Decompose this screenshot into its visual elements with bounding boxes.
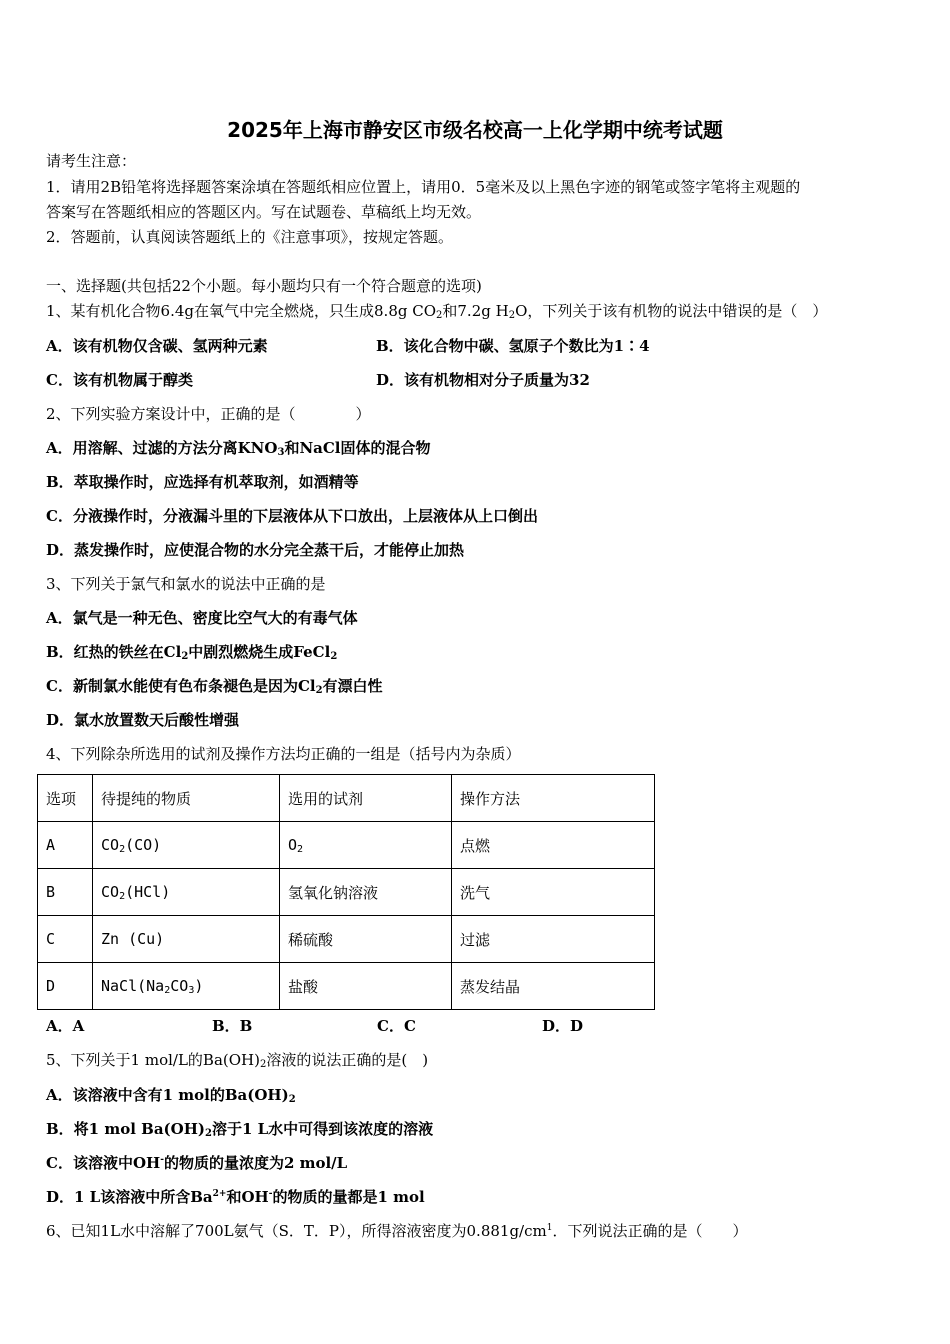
question-4-option-d: D．D bbox=[542, 1017, 584, 1035]
table-header-row bbox=[38, 775, 655, 822]
notice-line-2: 2．答题前，认真阅读答题纸上的《注意事项》，按规定答题。 bbox=[46, 228, 454, 246]
table-cell-substance: $NaCl(Na_2CO_3)$ bbox=[93, 963, 280, 1010]
question-3-option-b: B．红热的铁丝在$Cl_2$中剧烈燃烧生成FeCl$_2$ bbox=[46, 643, 338, 662]
table-header-cell: 操作方法 bbox=[452, 775, 655, 822]
question-1-option-a: A．该有机物仅含碳、氢两种元素 bbox=[46, 337, 268, 355]
table-cell-reagent: 氢氧化钠溶液 bbox=[280, 869, 452, 916]
table-cell-option: D bbox=[38, 963, 93, 1010]
table-cell-substance: $CO_2(CO)$ bbox=[93, 822, 280, 869]
table-row bbox=[38, 963, 655, 1010]
question-5-option-b: B．将1 mol $Ba(OH)_2$溶于1 L水中可得到该浓度的溶液 bbox=[46, 1120, 434, 1139]
table-header-cell: 选用的试剂 bbox=[280, 775, 452, 822]
table-header-cell: 选项 bbox=[38, 775, 93, 822]
table-row bbox=[38, 822, 655, 869]
table-cell-reagent: 稀硫酸 bbox=[280, 916, 452, 963]
table-row bbox=[38, 869, 655, 916]
purification-table bbox=[37, 774, 655, 1010]
question-3-option-a: A．氯气是一种无色、密度比空气大的有毒气体 bbox=[46, 609, 358, 627]
table-cell-method: 点燃 bbox=[452, 822, 655, 869]
question-2-option-d: D．蒸发操作时，应使混合物的水分完全蒸干后，才能停止加热 bbox=[46, 541, 465, 559]
table-row bbox=[38, 916, 655, 963]
question-1-option-c: C．该有机物属于醇类 bbox=[46, 371, 193, 389]
question-5-option-d: D．1 L该溶液中所含$Ba^{2+}$和OH-的物质的量都是1 mol bbox=[46, 1188, 425, 1206]
question-3-option-c: C．新制氯水能使有色布条褪色是因为$Cl_2$有漂白性 bbox=[46, 677, 383, 696]
notice-heading: 请考生注意： bbox=[46, 152, 137, 170]
table-cell-option: B bbox=[38, 869, 93, 916]
question-6-stem: 6、已知1L水中溶解了700L氨气（S．T．P），所得溶液密度为$0.881g/cm^1$．下列说法正确的是（ ） bbox=[46, 1222, 748, 1240]
question-3-stem: 3、下列关于氯气和氯水的说法中正确的是 bbox=[46, 575, 326, 593]
notice-line-1b: 答案写在答题纸相应的答题区内。写在试题卷、草稿纸上均无效。 bbox=[46, 203, 482, 221]
question-5-option-a: A．该溶液中含有1 mol的$Ba(OH)_2$ bbox=[46, 1086, 296, 1105]
question-1-option-d: D．该有机物相对分子质量为32 bbox=[376, 371, 590, 389]
question-5-stem: 5、下列关于1 mol/L的$Ba(OH)_2$溶液的说法正确的是( ) bbox=[46, 1051, 429, 1070]
table-cell-method: 蒸发结晶 bbox=[452, 963, 655, 1010]
question-2-option-b: B．萃取操作时，应选择有机萃取剂，如酒精等 bbox=[46, 473, 359, 491]
section-heading: 一、选择题(共包括22个小题。每小题均只有一个符合题意的选项) bbox=[46, 277, 482, 295]
notice-line-1a: 1．请用2B铅笔将选择题答案涂填在答题纸相应位置上，请用0．5毫米及以上黑色字迹的钢笔或签字笔将主观题的 bbox=[46, 178, 801, 196]
table-cell-option: A bbox=[38, 822, 93, 869]
question-1-stem: 1、某有机化合物6.4g在氧气中完全燃烧，只生成8.8g $CO_2$和7.2g $H_2O$，下列关于该有机物的说法中错误的是（ ） bbox=[46, 302, 828, 321]
table-cell-reagent: 盐酸 bbox=[280, 963, 452, 1010]
question-2-stem: 2、下列实验方案设计中，正确的是（ ） bbox=[46, 405, 371, 423]
question-4-stem: 4、下列除杂所选用的试剂及操作方法均正确的一组是（括号内为杂质） bbox=[46, 745, 521, 763]
table-cell-method: 洗气 bbox=[452, 869, 655, 916]
table-header-cell: 待提纯的物质 bbox=[93, 775, 280, 822]
table-cell-method: 过滤 bbox=[452, 916, 655, 963]
question-4-option-a: A．A bbox=[46, 1017, 85, 1035]
question-1-option-b: B．该化合物中碳、氢原子个数比为1∶4 bbox=[376, 337, 650, 355]
question-4-option-b: B．B bbox=[212, 1017, 253, 1035]
question-5-option-c: C．该溶液中OH-的物质的量浓度为2 mol/L bbox=[46, 1154, 348, 1172]
table-cell-option: C bbox=[38, 916, 93, 963]
question-4-option-c: C．C bbox=[377, 1017, 416, 1035]
question-2-option-c: C．分液操作时，分液漏斗里的下层液体从下口放出，上层液体从上口倒出 bbox=[46, 507, 538, 525]
table-cell-substance: $CO_2(HCl)$ bbox=[93, 869, 280, 916]
question-3-option-d: D．氯水放置数天后酸性增强 bbox=[46, 711, 240, 729]
page-title: 2025年上海市静安区市级名校高一上化学期中统考试题 bbox=[227, 118, 723, 142]
question-2-option-a: A．用溶解、过滤的方法分离$KNO_3$和NaCl固体的混合物 bbox=[46, 439, 431, 458]
table-cell-reagent: $O_2$ bbox=[280, 822, 452, 869]
table-cell-substance: Zn (Cu) bbox=[93, 916, 280, 963]
